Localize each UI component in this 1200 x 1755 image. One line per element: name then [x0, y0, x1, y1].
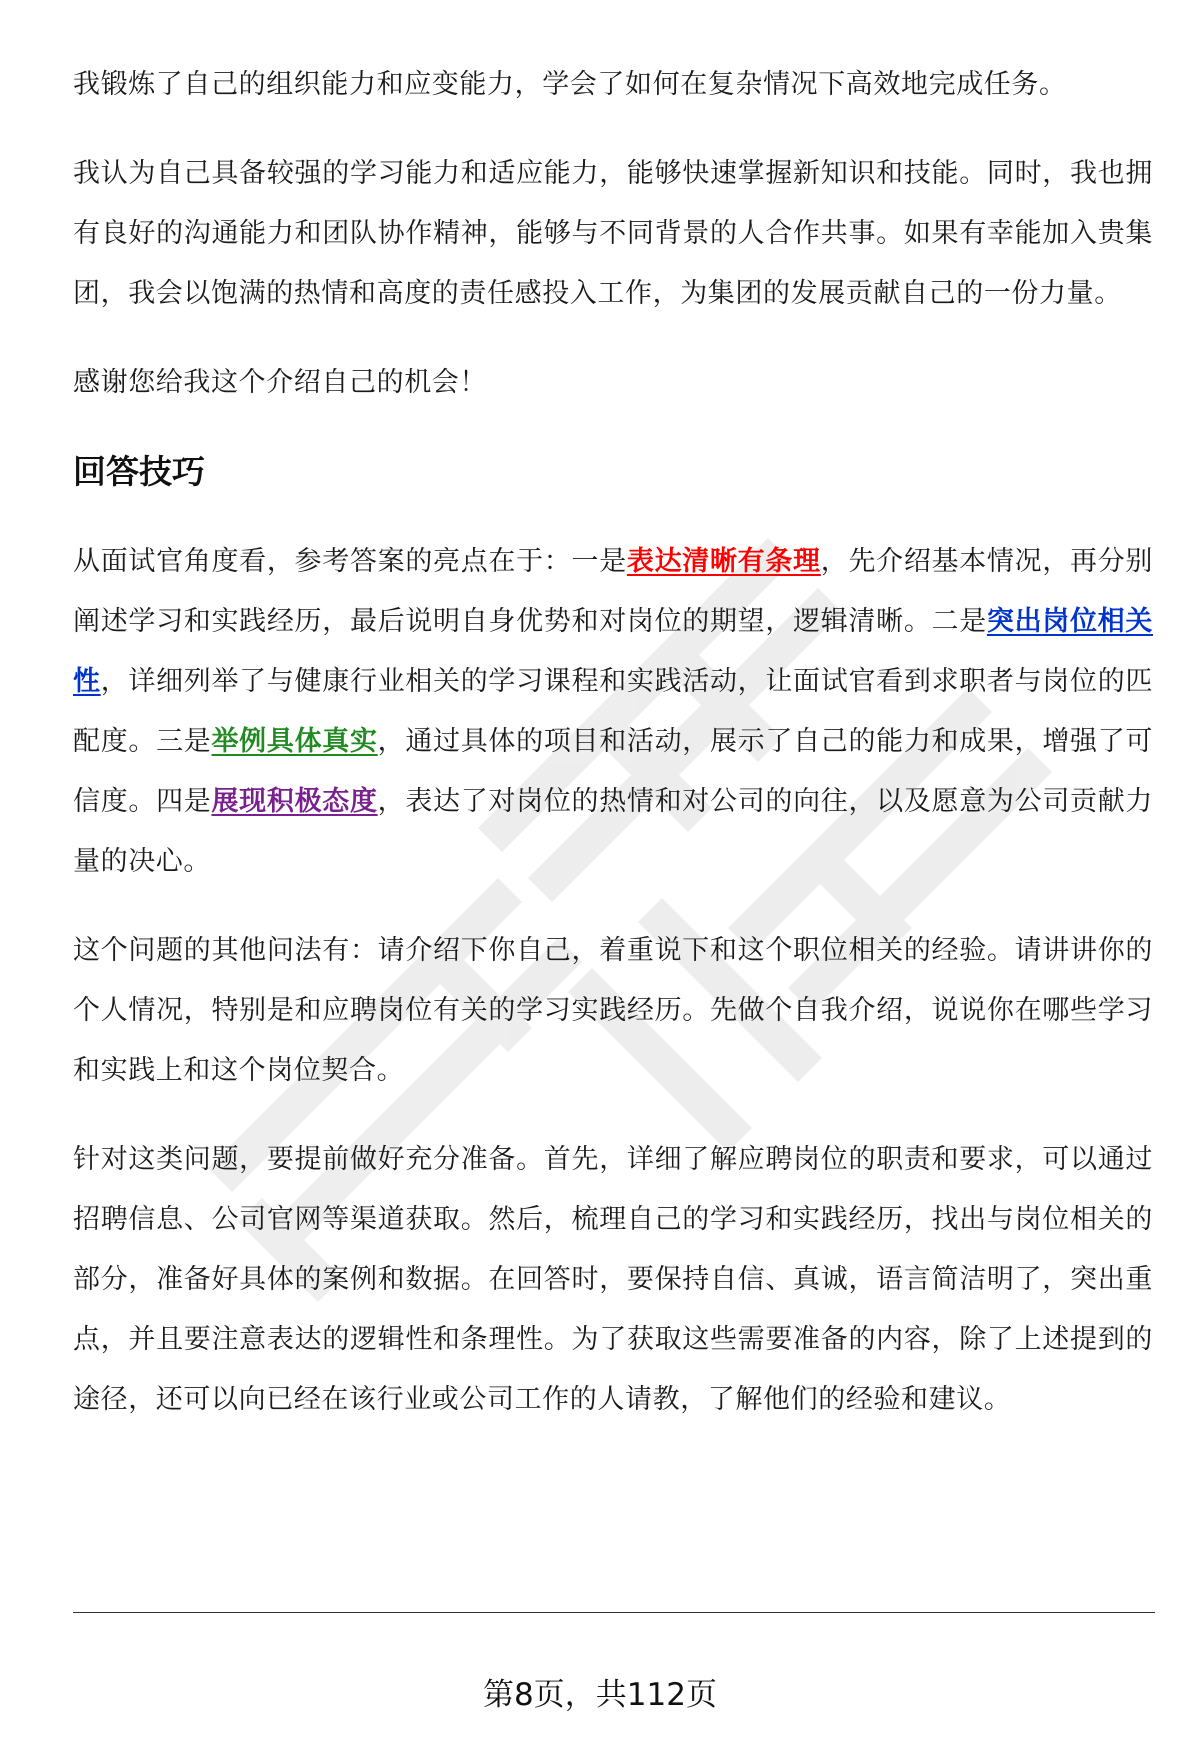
tips-text-2: ，先介绍基本情况，再分别阐述学习和实践经历，最后说明自身优势和对岗位的期望，逻辑清晰。二是 [73, 546, 1154, 637]
footer-divider [73, 1612, 1155, 1613]
page-number: 第8页，共112页 [483, 1677, 717, 1713]
paragraph-skills-growth: 我锻炼了自己的组织能力和应变能力，学会了如何在复杂情况下高效地完成任务。 [73, 69, 1067, 100]
tips-text-4: ，通过具体的项目和活动，展示了自己的能力和成果，增强了可信度。四是 [73, 726, 1153, 817]
paragraph-answer-highlights [73, 532, 1153, 892]
highlight-clear-expression: 表达清晰有条理 [626, 546, 821, 577]
highlight-positive-attitude: 展现积极态度 [211, 786, 378, 817]
paragraph-self-assessment: 我认为自己具备较强的学习能力和适应能力，能够快速掌握新知识和技能。同时，我也拥有良好的沟通能力和团队协作精神，能够与不同背景的人合作共事。如果有幸能加入贵集团，我会以饱满的热情和高度的责任感投入工作，为集团的发展贡献自己的一份力量。 [73, 158, 1153, 309]
tips-text-3: ，详细列举了与健康行业相关的学习课程和实践活动，让面试官看到求职者与岗位的匹配度。三是 [73, 666, 1153, 757]
paragraph-alternative-questions: 这个问题的其他问法有：请介绍下你自己，着重说下和这个职位相关的经验。请讲讲你的个人情况，特别是和应聘岗位有关的学习实践经历。先做个自我介绍，说说你在哪些学习和实践上和这个岗位契合。 [73, 935, 1153, 1086]
highlight-concrete-examples: 举例具体真实 [211, 726, 378, 757]
tips-text-5: ，表达了对岗位的热情和对公司的向往，以及愿意为公司贡献力量的决心。 [73, 786, 1153, 877]
section-heading-answer-tips: 回答技巧 [73, 452, 205, 491]
paragraph-thanks: 感谢您给我这个介绍自己的机会！ [73, 367, 487, 398]
main-content [73, 55, 1153, 1459]
paragraph-preparation-advice: 针对这类问题，要提前做好充分准备。首先，详细了解应聘岗位的职责和要求，可以通过招聘信息、公司官网等渠道获取。然后，梳理自己的学习和实践经历，找出与岗位相关的部分，准备好具体的案例和数据。在回答时，要保持自信、真诚，语言简洁明了，突出重点，并且要注意表达的逻辑性和条理性。为了获取这些需要准备的内容，除了上述提到的途径，还可以向已经在该行业或公司工作的人请教，了解他们的经验和建议。 [73, 1144, 1153, 1415]
tips-text-1: 从面试官角度看，参考答案的亮点在于：一是 [73, 546, 627, 577]
highlight-job-relevance: 突出岗位相关性 [73, 606, 1153, 697]
